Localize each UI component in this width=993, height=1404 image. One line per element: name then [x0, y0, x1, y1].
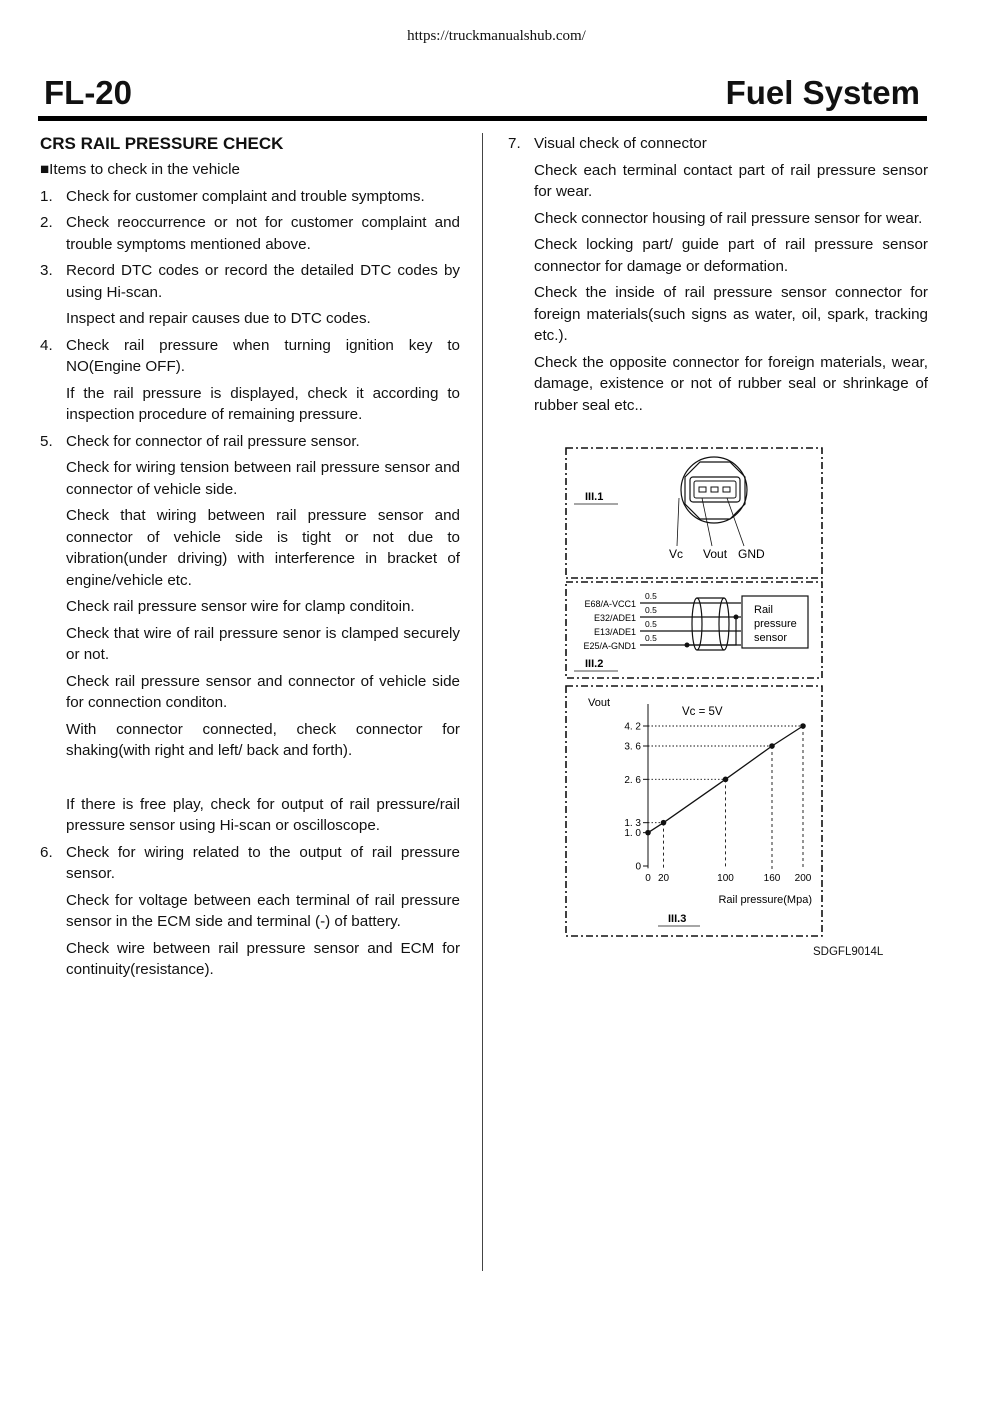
pin-label: Vout — [703, 547, 728, 561]
sub-paragraph: Check rail pressure sensor wire for clamp conditoin. — [66, 598, 415, 615]
pin-label: Vc — [669, 547, 684, 561]
item-text: Check rail pressure when turning ignition key to NO(Engine OFF). — [66, 336, 460, 375]
sub-paragraph: Check for wiring tension between rail pressure sensor and connector of vehicle side. — [66, 459, 460, 498]
lead-text: ■Items to check in the vehicle — [40, 161, 240, 178]
connector-drawing — [677, 457, 747, 546]
y-tick-label: 4. 2 — [624, 721, 641, 733]
item-text: Check for connector of rail pressure sensor. — [66, 432, 360, 450]
sub-paragraph: Inspect and repair causes due to DTC codes. — [66, 310, 371, 327]
x-tick-label: 20 — [657, 873, 670, 884]
rail-pressure-chart — [588, 697, 812, 906]
ill1-label: III.1 — [585, 491, 604, 503]
data-point — [723, 777, 729, 783]
x-tick-label: 200 — [794, 873, 812, 884]
x-tick-label: 160 — [763, 873, 781, 884]
header-rule — [38, 116, 927, 121]
shield-drawing — [687, 598, 736, 650]
ill3-label: III.3 — [668, 913, 687, 925]
sub-paragraph: Check for voltage between each terminal of rail pressure sensor in the ECM side and terminal (-) of battery. — [66, 891, 460, 930]
y-tick-label: 0 — [635, 861, 641, 873]
pin-gnd — [723, 487, 730, 492]
sub-paragraph: Check rail pressure sensor and connector of vehicle side for connection conditon. — [66, 672, 460, 711]
list-item — [40, 260, 460, 303]
item-text: Record DTC codes or record the detailed DTC codes by using Hi-scan. — [66, 262, 460, 301]
sensor-label: sensor — [754, 632, 788, 644]
sensor-figure — [560, 444, 830, 949]
sub-paragraph: Check wire between rail pressure sensor and ECM for continuity(resistance). — [66, 939, 460, 978]
item-number: 3. — [40, 262, 53, 279]
page-code: FL-20 — [44, 74, 133, 111]
sub-paragraph: Check locking part/ guide part of rail pressure sensor connector for damage or deformation. — [534, 236, 928, 275]
item-text: Check for customer complaint and trouble symptoms. — [66, 187, 425, 205]
list-item — [40, 186, 460, 208]
wire-size: 0.5 — [645, 619, 657, 629]
item-text: Check reoccurrence or not for customer complaint and trouble symptoms mentioned above. — [66, 214, 460, 253]
wire-name: E68/A-VCC1 — [584, 599, 636, 609]
x-axis-label: Rail pressure(Mpa) — [718, 894, 812, 906]
x-tick-label: 100 — [717, 873, 734, 884]
sub-paragraph: If there is free play, check for output of rail pressure/rail pressure sensor using Hi-scan or oscilloscope. — [66, 795, 460, 834]
item-text: Visual check of connector — [534, 135, 707, 152]
wire-name: E13/ADE1 — [593, 627, 636, 637]
y-tick-label: 1. 0 — [624, 828, 641, 840]
left-column — [40, 133, 460, 986]
sub-paragraph: Check that wire of rail pressure senor is clamped securely or not. — [66, 624, 460, 663]
sub-paragraph: Check that wiring between rail pressure sensor and connector of vehicle side is tight or not due to vibration(under driving) with interference in bracket of engine/vehicle etc. — [66, 507, 460, 589]
wire-name: E25/A-GND1 — [583, 641, 636, 651]
item-number: 5. — [40, 432, 53, 450]
list-item — [40, 842, 460, 885]
item-number: 2. — [40, 214, 53, 231]
wire-size: 0.5 — [645, 591, 657, 601]
data-point — [800, 723, 806, 729]
pin-vout — [711, 487, 718, 492]
y-tick-label: 1. 3 — [624, 818, 641, 830]
pin-vc — [699, 487, 706, 492]
data-point — [661, 820, 667, 826]
sensor-label: pressure — [754, 618, 797, 630]
y-axis-label: Vout — [588, 697, 611, 709]
item-number: 7. — [508, 135, 521, 152]
wire-name: E32/ADE1 — [593, 613, 636, 623]
right-column — [508, 133, 928, 421]
item-text: Check for wiring related to the output of rail pressure sensor. — [66, 843, 460, 882]
data-point — [645, 830, 651, 836]
source-url[interactable]: https://truckmanualshub.com/ — [407, 28, 586, 44]
sub-paragraph: Check the inside of rail pressure sensor connector for foreign materials(such signs as water, oil, spark, tracking etc.). — [534, 284, 928, 344]
list-item — [40, 212, 460, 255]
list-item — [508, 133, 928, 155]
pin-label: GND — [738, 547, 765, 561]
column-divider — [482, 133, 483, 1271]
sub-paragraph: Check connector housing of rail pressure sensor for wear. — [534, 209, 923, 227]
sub-paragraph: Check the opposite connector for foreign materials, wear, damage, existence or not of rubber seal or shrinkage of rubber seal etc.. — [534, 353, 928, 414]
list-item — [40, 335, 460, 378]
chart-title: Vc = 5V — [682, 706, 723, 718]
y-tick-label: 3. 6 — [624, 741, 641, 753]
y-tick-label: 2. 6 — [624, 774, 641, 786]
figure-code: SDGFL9014L — [813, 946, 884, 958]
sub-paragraph: If the rail pressure is displayed, check it according to inspection procedure of remaining pressure. — [66, 384, 460, 423]
sub-paragraph: Check each terminal contact part of rail pressure sensor for wear. — [534, 161, 928, 200]
item-number: 4. — [40, 336, 53, 354]
ill2-label: III.2 — [585, 658, 604, 670]
wire-size: 0.5 — [645, 605, 657, 615]
sensor-label: Rail — [754, 604, 773, 616]
list-item — [40, 431, 460, 453]
sub-paragraph: With connector connected, check connector for shaking(with right and left/ back and forth). — [66, 720, 460, 759]
item-number: 1. — [40, 187, 53, 205]
section-heading: CRS RAIL PRESSURE CHECK — [40, 134, 284, 153]
data-point — [769, 743, 775, 749]
section-title: Fuel System — [725, 74, 920, 111]
wire-size: 0.5 — [645, 633, 657, 643]
sensor-figure-svg — [560, 444, 830, 944]
item-number: 6. — [40, 843, 53, 861]
x-tick-label: 0 — [645, 873, 651, 884]
